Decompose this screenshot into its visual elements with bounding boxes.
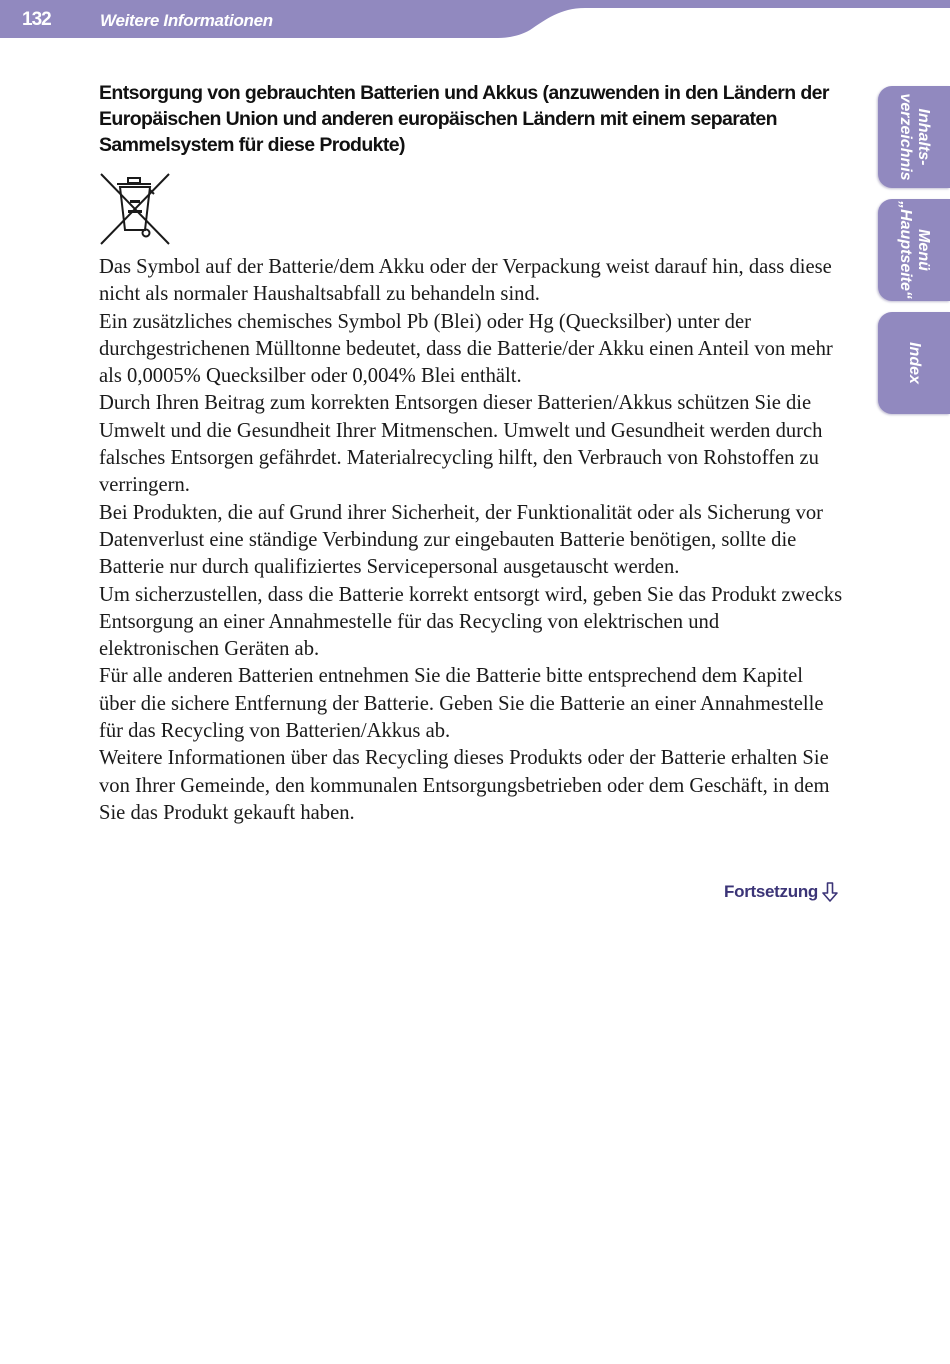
paragraph: Bei Produkten, die auf Grund ihrer Sicherheit, der Funktionalität oder als Sicherung vor Datenverlust eine ständige Verbindung zur eingebauten Batterie benötigen, sollte die Batterie nur durch qualifiziertes Servicepersonal ausgetauscht werden. [99,501,824,579]
page-number: 132 [22,9,51,30]
main-content [99,80,844,827]
paragraph: Ein zusätzliches chemisches Symbol Pb (Blei) oder Hg (Quecksilber) unter der durchgestrichenen Mülltonne bedeutet, dass die Batterie/der Akku einen Anteil von mehr als 0,0005% Quecksilber oder 0,004% Blei enthält. [99,310,833,388]
paragraph: Das Symbol auf der Batterie/dem Akku oder der Verpackung weist darauf hin, dass diese nicht als normaler Haushaltsabfall zu behandeln sind. [99,256,832,306]
continue-label: Fortsetzung [724,882,818,901]
paragraph: Für alle anderen Batterien entnehmen Sie die Batterie bitte entsprechend dem Kapitel über die sichere Entfernung der Batterie. Geben Sie die Batterie an einer Annahmestelle für das Recycling von Batterien/Akkus ab. [99,665,824,743]
page-header [0,0,950,40]
tab-index[interactable] [878,312,950,414]
tab-table-of-contents-label: Inhalts- verzeichnis [897,93,932,181]
paragraph: Weitere Informationen über das Recycling dieses Produkts oder der Batterie erhalten Sie von Ihrer Gemeinde, den kommunalen Entsorgungsbetrieben oder dem Geschäft, in dem Sie das Produkt gekauft haben. [99,747,830,824]
tab-main-menu[interactable] [878,199,950,301]
tab-index-label: Index [906,342,923,384]
body-text [99,254,844,827]
paragraph: Durch Ihren Beitrag zum korrekten Entsorgen dieser Batterien/Akkus schützen Sie die Umwelt und die Gesundheit Ihrer Mitmenschen. Umwelt und Gesundheit werden durch falsches Entsorgen gefährdet. Materialrecycling hilft, den Verbrauch von Rohstoffen zu verringern. [99,392,823,497]
crossed-out-wheelie-bin-icon [99,172,171,246]
arrow-down-outline-icon [822,882,838,902]
tab-main-menu-label: Menü „Hauptseite“ [897,201,932,299]
continue-link[interactable] [724,882,838,902]
section-heading: Entsorgung von gebrauchten Batterien und Akkus (anzuwenden in den Ländern der Europäischen Union und anderen europäischen Ländern mit einem separaten Sammelsystem für diese Produkte) [99,82,829,156]
section-title: Weitere Informationen [100,11,273,30]
tab-table-of-contents[interactable] [878,86,950,188]
paragraph: Um sicherzustellen, dass die Batterie korrekt entsorgt wird, geben Sie das Produkt zwecks Entsorgung an einer Annahmestelle für das Recycling von elektrischen und elektronischen Geräten ab. [99,583,843,661]
